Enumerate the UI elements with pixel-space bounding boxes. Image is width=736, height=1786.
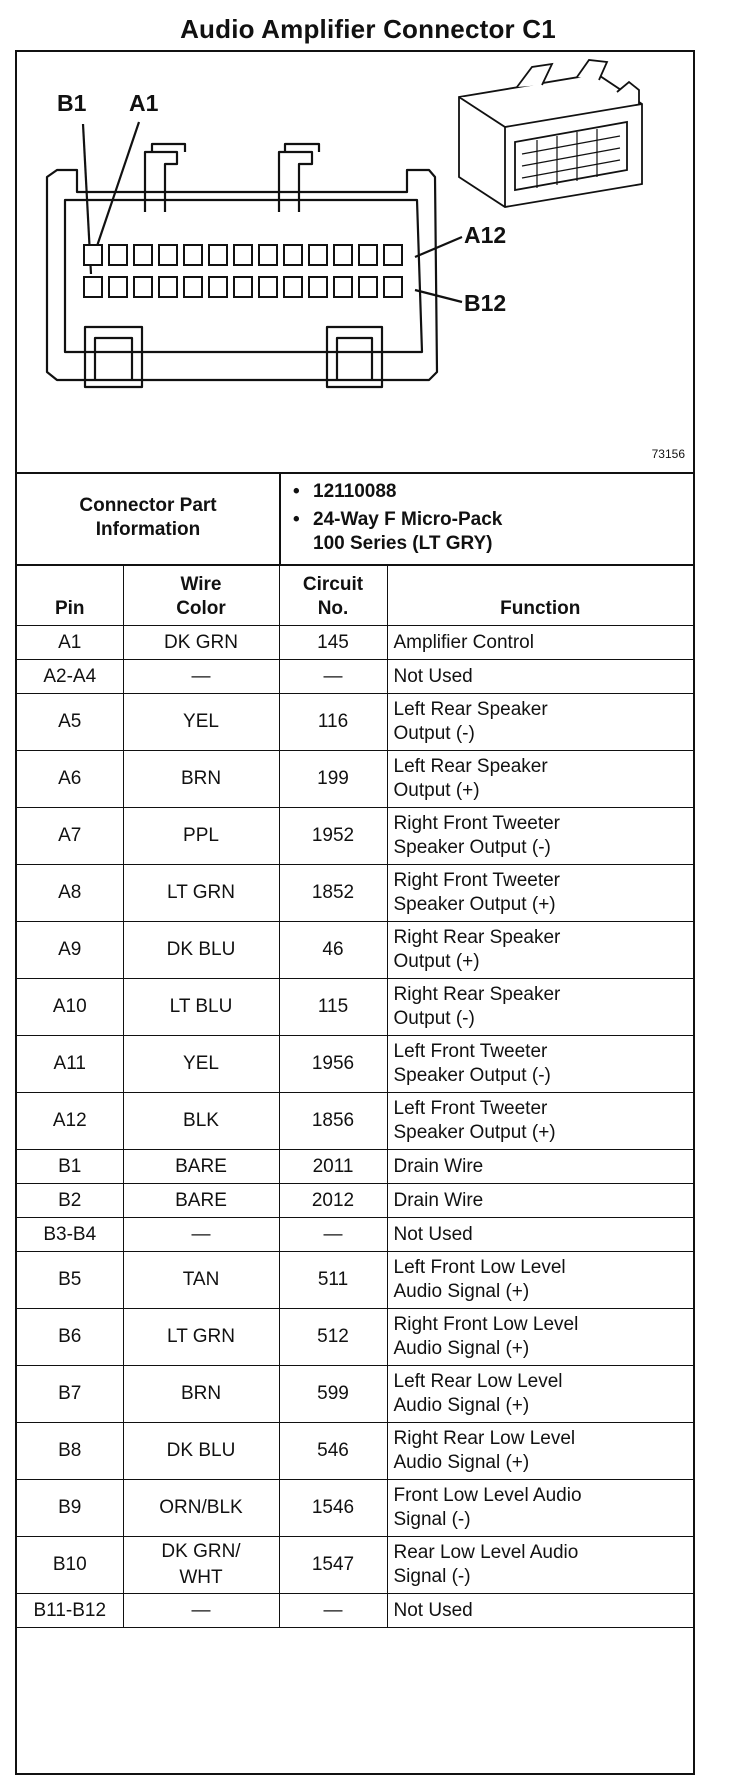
circuit-cell: 511 bbox=[279, 1252, 387, 1309]
wire-color-cell: LT GRN bbox=[123, 1309, 279, 1366]
table-row bbox=[17, 694, 693, 751]
table-row bbox=[17, 1423, 693, 1480]
wire-color-cell: — bbox=[123, 660, 279, 694]
table-row bbox=[17, 1093, 693, 1150]
pin-cell: B3-B4 bbox=[17, 1218, 123, 1252]
function-cell: Right Rear Speaker Output (-) bbox=[387, 979, 693, 1036]
table-row bbox=[17, 1366, 693, 1423]
table-row bbox=[17, 808, 693, 865]
label-a1: A1 bbox=[129, 90, 159, 116]
figure-number: 73156 bbox=[651, 447, 685, 461]
wire-color-cell: DK GRN bbox=[123, 626, 279, 660]
circuit-cell: 546 bbox=[279, 1423, 387, 1480]
a1-pointer-line bbox=[95, 122, 139, 252]
wire-color-cell: — bbox=[123, 1594, 279, 1628]
pin-cell: A11 bbox=[17, 1036, 123, 1093]
function-cell: Drain Wire bbox=[387, 1184, 693, 1218]
header-wire-color: Wire Color bbox=[123, 564, 279, 626]
bullet-icon: • bbox=[293, 481, 300, 502]
wire-color-cell: DK BLU bbox=[123, 1423, 279, 1480]
pin-table bbox=[17, 564, 693, 1628]
description-line bbox=[293, 508, 502, 532]
wire-color-cell: TAN bbox=[123, 1252, 279, 1309]
table-row bbox=[17, 1218, 693, 1252]
function-cell: Amplifier Control bbox=[387, 626, 693, 660]
table-row bbox=[17, 1184, 693, 1218]
pin-cell: B6 bbox=[17, 1309, 123, 1366]
table-row bbox=[17, 1252, 693, 1309]
pin-cell: A7 bbox=[17, 808, 123, 865]
function-cell: Left Front Tweeter Speaker Output (+) bbox=[387, 1093, 693, 1150]
table-row bbox=[17, 979, 693, 1036]
pin-table-header bbox=[17, 564, 693, 626]
wire-color-cell: PPL bbox=[123, 808, 279, 865]
circuit-cell: 1956 bbox=[279, 1036, 387, 1093]
wire-color-cell: BLK bbox=[123, 1093, 279, 1150]
circuit-cell: 116 bbox=[279, 694, 387, 751]
wire-color-cell: — bbox=[123, 1218, 279, 1252]
header-pin: Pin bbox=[17, 564, 123, 626]
connector-sheet bbox=[15, 50, 695, 1775]
description-line-2 bbox=[293, 532, 493, 556]
connector-info-label-line1: Connector Part bbox=[79, 495, 217, 516]
pin-cell: A10 bbox=[17, 979, 123, 1036]
circuit-cell: 115 bbox=[279, 979, 387, 1036]
connector-drawing bbox=[17, 52, 693, 472]
function-cell: Right Front Low Level Audio Signal (+) bbox=[387, 1309, 693, 1366]
circuit-cell: — bbox=[279, 1594, 387, 1628]
function-cell: Left Front Low Level Audio Signal (+) bbox=[387, 1252, 693, 1309]
wire-color-cell: YEL bbox=[123, 1036, 279, 1093]
pin-cell: A8 bbox=[17, 865, 123, 922]
table-row bbox=[17, 1480, 693, 1537]
circuit-cell: — bbox=[279, 1218, 387, 1252]
label-b1: B1 bbox=[57, 90, 87, 116]
table-row bbox=[17, 660, 693, 694]
part-number-line bbox=[293, 480, 397, 504]
wire-color-cell: BRN bbox=[123, 1366, 279, 1423]
function-cell: Right Rear Low Level Audio Signal (+) bbox=[387, 1423, 693, 1480]
wire-color-cell: BARE bbox=[123, 1184, 279, 1218]
header-circuit-no: Circuit No. bbox=[279, 564, 387, 626]
a12-pointer-line bbox=[415, 237, 462, 257]
table-row bbox=[17, 1537, 693, 1594]
function-cell: Front Low Level Audio Signal (-) bbox=[387, 1480, 693, 1537]
circuit-cell: 145 bbox=[279, 626, 387, 660]
connector-body-outline bbox=[47, 170, 437, 380]
pin-cell: A2-A4 bbox=[17, 660, 123, 694]
pin-cell: B5 bbox=[17, 1252, 123, 1309]
pin-cell: A9 bbox=[17, 922, 123, 979]
circuit-cell: 199 bbox=[279, 751, 387, 808]
pin-cell: A12 bbox=[17, 1093, 123, 1150]
circuit-cell: 1547 bbox=[279, 1537, 387, 1594]
pin-cell: B7 bbox=[17, 1366, 123, 1423]
wire-color-cell: DK GRN/ WHT bbox=[123, 1537, 279, 1594]
table-row bbox=[17, 922, 693, 979]
circuit-cell: 1852 bbox=[279, 865, 387, 922]
pin-row-b bbox=[84, 277, 402, 297]
table-row bbox=[17, 626, 693, 660]
circuit-cell: 2011 bbox=[279, 1150, 387, 1184]
pin-cell: B10 bbox=[17, 1537, 123, 1594]
circuit-cell: 512 bbox=[279, 1309, 387, 1366]
circuit-cell: 2012 bbox=[279, 1184, 387, 1218]
wire-color-cell: BARE bbox=[123, 1150, 279, 1184]
connector-isometric-icon bbox=[459, 60, 642, 207]
table-row bbox=[17, 1594, 693, 1628]
wire-color-cell: LT BLU bbox=[123, 979, 279, 1036]
table-row bbox=[17, 1036, 693, 1093]
wire-color-cell: DK BLU bbox=[123, 922, 279, 979]
circuit-cell: 1952 bbox=[279, 808, 387, 865]
wire-color-cell: LT GRN bbox=[123, 865, 279, 922]
connector-part-info bbox=[17, 472, 693, 566]
page-title: Audio Amplifier Connector C1 bbox=[180, 14, 556, 44]
circuit-cell: 1546 bbox=[279, 1480, 387, 1537]
wire-color-cell: YEL bbox=[123, 694, 279, 751]
left-latch bbox=[145, 152, 177, 212]
function-cell: Right Front Tweeter Speaker Output (-) bbox=[387, 808, 693, 865]
function-cell: Left Front Tweeter Speaker Output (-) bbox=[387, 1036, 693, 1093]
right-bottom-tab bbox=[327, 327, 382, 387]
description-line1: 24-Way F Micro-Pack bbox=[313, 509, 503, 530]
table-row bbox=[17, 1309, 693, 1366]
pin-cell: B11-B12 bbox=[17, 1594, 123, 1628]
circuit-cell: 1856 bbox=[279, 1093, 387, 1150]
left-bottom-tab bbox=[85, 327, 142, 387]
connector-info-details bbox=[281, 472, 693, 564]
bullet-icon: • bbox=[293, 509, 300, 530]
right-latch bbox=[279, 152, 312, 212]
wire-color-cell: ORN/BLK bbox=[123, 1480, 279, 1537]
circuit-cell: — bbox=[279, 660, 387, 694]
label-b12: B12 bbox=[464, 290, 507, 316]
header-function: Function bbox=[387, 564, 693, 626]
pin-cell: B8 bbox=[17, 1423, 123, 1480]
circuit-cell: 599 bbox=[279, 1366, 387, 1423]
pin-cell: A6 bbox=[17, 751, 123, 808]
pin-cell: B2 bbox=[17, 1184, 123, 1218]
pin-cell: B1 bbox=[17, 1150, 123, 1184]
circuit-cell: 46 bbox=[279, 922, 387, 979]
function-cell: Right Rear Speaker Output (+) bbox=[387, 922, 693, 979]
table-row bbox=[17, 865, 693, 922]
pin-row-a bbox=[84, 245, 402, 265]
function-cell: Left Rear Speaker Output (+) bbox=[387, 751, 693, 808]
connector-info-label-line2: Information bbox=[95, 519, 201, 540]
pin-cell: B9 bbox=[17, 1480, 123, 1537]
function-cell: Left Rear Low Level Audio Signal (+) bbox=[387, 1366, 693, 1423]
function-cell: Drain Wire bbox=[387, 1150, 693, 1184]
description-line2: 100 Series (LT GRY) bbox=[313, 533, 493, 554]
function-cell: Left Rear Speaker Output (-) bbox=[387, 694, 693, 751]
pin-cell: A1 bbox=[17, 626, 123, 660]
label-a12: A12 bbox=[464, 222, 507, 248]
function-cell: Not Used bbox=[387, 1594, 693, 1628]
function-cell: Right Front Tweeter Speaker Output (+) bbox=[387, 865, 693, 922]
connector-diagram bbox=[17, 52, 693, 474]
wire-color-cell: BRN bbox=[123, 751, 279, 808]
pin-cell: A5 bbox=[17, 694, 123, 751]
function-cell: Not Used bbox=[387, 660, 693, 694]
part-number: 12110088 bbox=[313, 481, 397, 502]
table-row bbox=[17, 1150, 693, 1184]
function-cell: Rear Low Level Audio Signal (-) bbox=[387, 1537, 693, 1594]
connector-info-label bbox=[17, 472, 281, 564]
table-row bbox=[17, 751, 693, 808]
function-cell: Not Used bbox=[387, 1218, 693, 1252]
b12-pointer-line bbox=[415, 290, 462, 302]
